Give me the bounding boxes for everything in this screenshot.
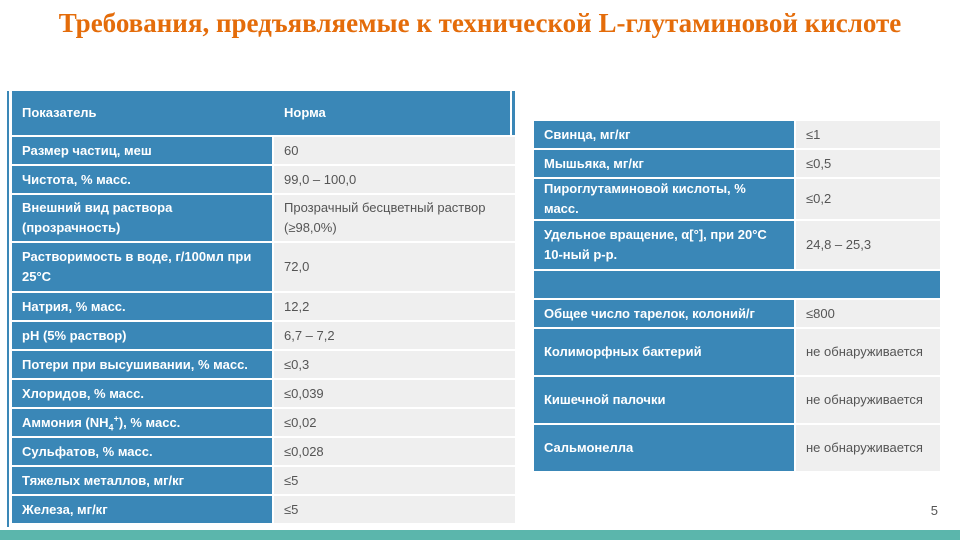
row-value: ≤5 (274, 496, 515, 525)
header-divider (510, 91, 512, 137)
row-label: Внешний вид раствора (прозрачность) (12, 195, 274, 243)
row-label: Потери при высушивании, % масс. (12, 351, 274, 380)
row-label: Натрия, % масс. (12, 293, 274, 322)
row-value: 60 (274, 137, 515, 166)
row-value: ≤0,3 (274, 351, 515, 380)
table-row (12, 351, 515, 380)
ammonium-subscript: 4 (108, 422, 114, 433)
table-row (534, 179, 940, 221)
row-label: Хлоридов, % масс. (12, 380, 274, 409)
row-value: ≤0,2 (796, 179, 940, 221)
table-row (534, 150, 940, 179)
table-row (534, 425, 940, 473)
row-label-ammonium (12, 409, 274, 438)
footer-accent-bar (0, 530, 960, 540)
row-value: ≤0,02 (274, 409, 515, 438)
row-value: 72,0 (274, 243, 515, 293)
table-row (12, 409, 515, 438)
table-header-row (12, 91, 515, 137)
table-row (12, 467, 515, 496)
row-label: Железа, мг/кг (12, 496, 274, 525)
row-label: Сальмонелла (534, 425, 796, 473)
row-value: 24,8 – 25,3 (796, 221, 940, 271)
table-row (12, 380, 515, 409)
slide-title: Требования, предъявляемые к технической L-глутаминовой кислоте (58, 8, 902, 38)
row-value: не обнаруживается (796, 377, 940, 425)
table-row (12, 243, 515, 293)
header-indicator: Показатель (12, 91, 274, 137)
table-row (534, 121, 940, 150)
row-label: Колиморфных бактерий (534, 329, 796, 377)
table-row (12, 137, 515, 166)
table-row (12, 293, 515, 322)
row-label: Свинца, мг/кг (534, 121, 796, 150)
row-value: 99,0 – 100,0 (274, 166, 515, 195)
row-label: Сульфатов, % масс. (12, 438, 274, 467)
table-row (12, 166, 515, 195)
row-value: не обнаруживается (796, 425, 940, 473)
table-row (12, 438, 515, 467)
requirements-table-right (534, 121, 940, 473)
row-label: pH (5% раствор) (12, 322, 274, 351)
row-value: ≤800 (796, 300, 940, 329)
table-row (534, 221, 940, 271)
table-row (12, 496, 515, 525)
ammonium-suffix: ), % масс. (118, 414, 181, 430)
row-label: Растворимость в воде, г/100мл при 25°С (12, 243, 274, 293)
ammonium-prefix: Аммония (NH (22, 414, 109, 430)
row-label: Размер частиц, меш (12, 137, 274, 166)
row-label: Чистота, % масс. (12, 166, 274, 195)
table-row (534, 329, 940, 377)
header-norm: Норма (274, 91, 515, 137)
row-value: 6,7 – 7,2 (274, 322, 515, 351)
row-value: 12,2 (274, 293, 515, 322)
page-number: 5 (930, 503, 938, 518)
table-row-separator (534, 271, 940, 300)
row-label: Общее число тарелок, колоний/г (534, 300, 796, 329)
table-left-accent-bar (7, 91, 9, 527)
requirements-table-left (12, 91, 515, 525)
row-value: не обнаруживается (796, 329, 940, 377)
row-value: ≤0,028 (274, 438, 515, 467)
row-value: ≤1 (796, 121, 940, 150)
row-value: ≤0,039 (274, 380, 515, 409)
row-value: ≤5 (274, 467, 515, 496)
row-label: Удельное вращение, α[°], при 20°С 10-ный р-р. (534, 221, 796, 271)
row-value: Прозрачный бесцветный раствор (≥98,0%) (274, 195, 515, 243)
row-label: Тяжелых металлов, мг/кг (12, 467, 274, 496)
ammonium-superscript: + (113, 413, 119, 424)
row-label: Пироглутаминовой кислоты, % масс. (534, 179, 796, 221)
table-row (12, 322, 515, 351)
table-row (12, 195, 515, 243)
row-value: ≤0,5 (796, 150, 940, 179)
table-row (534, 300, 940, 329)
separator-row (534, 271, 940, 300)
row-label: Кишечной палочки (534, 377, 796, 425)
row-label: Мышьяка, мг/кг (534, 150, 796, 179)
table-row (534, 377, 940, 425)
